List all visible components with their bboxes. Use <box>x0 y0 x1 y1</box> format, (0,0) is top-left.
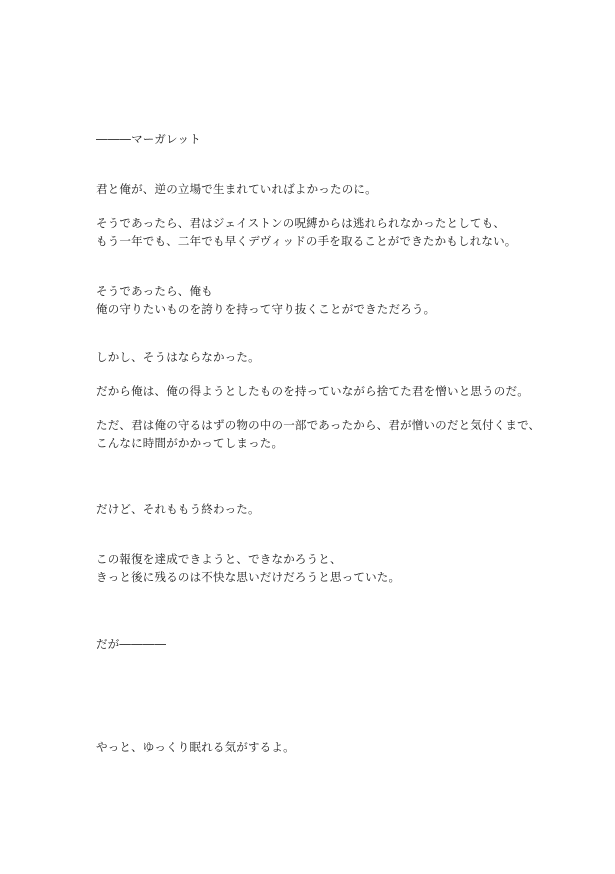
text-line: そうであったら、君はジェイストンの呪縛からは逃れられなかったとしても、 <box>96 216 506 230</box>
text-line: だから俺は、俺の得ようとしたものを持っていながら捨てた君を憎いと思うのだ。 <box>96 384 529 398</box>
text-line: だが―――― <box>96 637 167 651</box>
closing-line: やっと、ゆっくり眠れる気がするよ。 <box>96 740 295 754</box>
text-line: ただ、君は俺の守るはずの物の中の一部であったから、君が憎いのだと気付くまで、 <box>96 418 541 432</box>
text-line: もう一年でも、二年でも早くデヴィッドの手を取ることができたかもしれない。 <box>96 234 517 248</box>
text-line: 君と俺が、逆の立場で生まれていればよかったのに。 <box>96 182 377 196</box>
text-line: きっと後に残るのは不快な思いだけだろうと思っていた。 <box>96 570 401 584</box>
text-line: だけど、それももう終わった。 <box>96 502 260 516</box>
text-line: そうであったら、俺も <box>96 284 213 298</box>
heading-line: ―――マーガレット <box>96 132 201 146</box>
text-line: しかし、そうはならなかった。 <box>96 350 260 364</box>
text-line: こんなに時間がかかってしまった。 <box>96 436 284 450</box>
text-line: 俺の守りたいものを誇りを持って守り抜くことができただろう。 <box>96 302 436 316</box>
text-line: この報復を達成できようと、できなかろうと、 <box>96 552 342 566</box>
